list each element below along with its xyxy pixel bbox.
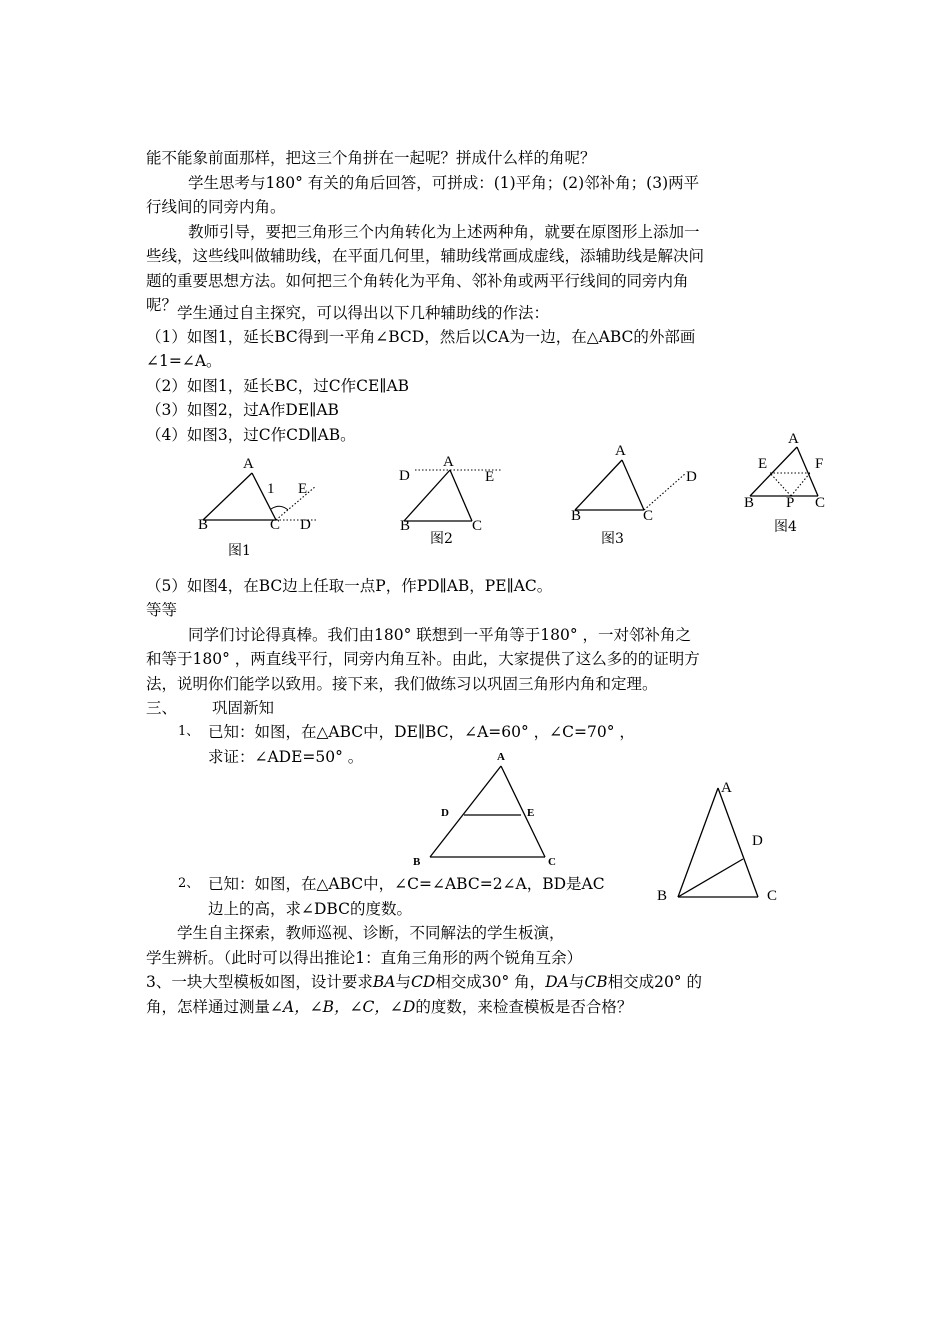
method-1-line: （1）如图1，延长BC得到一平角∠BCD，然后以CA为一边，在△ABC的外部画 (146, 328, 696, 346)
fig2-label-b: B (400, 518, 411, 534)
question-1-line: 求证：∠ADE=50° 。 (208, 748, 364, 766)
q1fig-label-b: B (413, 856, 421, 868)
question-3-line (146, 996, 632, 1018)
question-2-number: 2、 (178, 876, 200, 891)
fig1-label-a: A (243, 456, 254, 472)
fig1-label-d: D (300, 517, 311, 533)
q3-seg-cd: CD (410, 973, 436, 991)
question-2-line: 已知：如图，在△ABC中，∠C=∠ABC=2∠A，BD是AC (208, 875, 605, 893)
fig3-label-d: D (686, 469, 697, 485)
q2fig-label-c: C (767, 888, 778, 904)
section-title: 巩固新知 (212, 699, 275, 717)
fig1-caption: 图1 (228, 543, 251, 559)
q2fig-label-d: D (752, 833, 763, 849)
paragraph-line: 学生自主探索，教师巡视、诊断，不同解法的学生板演， (177, 924, 565, 942)
q1fig-label-d: D (441, 807, 449, 819)
method-4: （4）如图3，过C作CD∥AB。 (146, 426, 356, 444)
q3-seg-ba: BA (372, 973, 396, 991)
paragraph-line: 等等 (146, 601, 178, 619)
q3-text: 角，怎样通过测量 (146, 998, 271, 1016)
paragraph-line: 教师引导，要把三角形三个内角转化为上述两种角，就要在原图形上添加一 (188, 223, 700, 241)
fig4-label-c: C (815, 495, 826, 511)
question-2-line: 边上的高，求∠DBC的度数。 (208, 900, 412, 918)
fig4-label-b: B (744, 495, 755, 511)
paragraph-line: 学生通过自主探究，可以得出以下几种辅助线的作法： (177, 304, 550, 322)
fig1-label-e: E (298, 481, 308, 497)
q3-text: 与 (395, 973, 411, 991)
fig3-label-c: C (643, 508, 654, 524)
question-1-line: 已知：如图，在△ABC中，DE∥BC，∠A=60° ，∠C=70° ， (208, 723, 635, 741)
fig2-label-e: E (485, 469, 495, 485)
paragraph-line: 些线，这些线叫做辅助线，在平面几何里，辅助线常画成虚线，添辅助线是解决问 (146, 247, 705, 265)
paragraph-line: 能不能象前面那样，把这三个角拼在一起呢？拼成什么样的角呢？ (146, 149, 596, 167)
q2fig-label-b: B (657, 888, 668, 904)
paragraph-line: 同学们讨论得真棒。我们由180° 联想到一平角等于180° ，一对邻补角之 (188, 626, 692, 644)
paragraph-line: 学生思考与180° 有关的角后回答，可拼成：(1)平角；(2)邻补角；(3)两平 (188, 174, 700, 192)
fig3-label-b: B (571, 508, 582, 524)
q3-seg-cb: CB (584, 973, 608, 991)
q3-text: 相交成30° 角， (435, 973, 546, 991)
q3-text: 相交成20° 的 (607, 973, 702, 991)
fig2-label-d: D (399, 468, 410, 484)
paragraph-line: 题的重要思想方法。如何把三个角转化为平角、邻补角或两平行线间的同旁内角 (146, 272, 689, 290)
q3-text: 与 (568, 973, 585, 991)
paragraph-line: 法，说明你们能学以致用。接下来，我们做练习以巩固三角形内角和定理。 (146, 675, 658, 693)
paragraph-line: 学生辨析。（此时可以得出推论1：直角三角形的两个锐角互余） (146, 949, 583, 967)
q3-text: 的度数，来检查模板是否合格？ (415, 998, 633, 1016)
question-1-number: 1、 (178, 724, 200, 739)
question-3-line (146, 971, 702, 993)
paragraph-line: 行线间的同旁内角。 (146, 198, 286, 216)
q3-seg-da: DA (545, 973, 569, 991)
method-1-line: ∠1=∠A。 (146, 352, 222, 370)
fig3-caption: 图3 (601, 531, 624, 547)
q3-angles: ∠A，∠B，∠C，∠D (270, 998, 416, 1016)
fig4-label-e: E (758, 456, 768, 472)
q3-text: 3、一块大型模板如图，设计要求 (146, 973, 373, 991)
fig3-label-a: A (615, 443, 626, 459)
fig4-label-p: P (786, 495, 795, 511)
fig2-label-a: A (443, 454, 454, 470)
q1fig-label-c: C (548, 856, 556, 868)
section-number: 三、 (146, 699, 178, 717)
fig2-label-c: C (472, 518, 483, 534)
fig1-label-c: C (270, 517, 281, 533)
fig1-label-b: B (198, 517, 209, 533)
q1fig-label-e: E (527, 807, 535, 819)
method-3: （3）如图2，过A作DE∥AB (146, 401, 339, 419)
fig4-label-a: A (788, 431, 799, 447)
fig4-label-f: F (815, 456, 824, 472)
q2fig-label-a: A (721, 780, 732, 796)
paragraph-line: 和等于180° ，两直线平行，同旁内角互补。由此，大家提供了这么多的的证明方 (146, 650, 700, 668)
fig4-caption: 图4 (774, 519, 797, 535)
method-2: （2）如图1，延长BC，过C作CE∥AB (146, 377, 410, 395)
method-5: （5）如图4，在BC边上任取一点P，作PD∥AB，PE∥AC。 (146, 577, 553, 595)
fig1-label-1: 1 (267, 481, 275, 497)
paragraph-line: 呢？ (146, 296, 178, 314)
fig2-caption: 图2 (430, 531, 453, 547)
q1fig-label-a: A (497, 751, 505, 763)
